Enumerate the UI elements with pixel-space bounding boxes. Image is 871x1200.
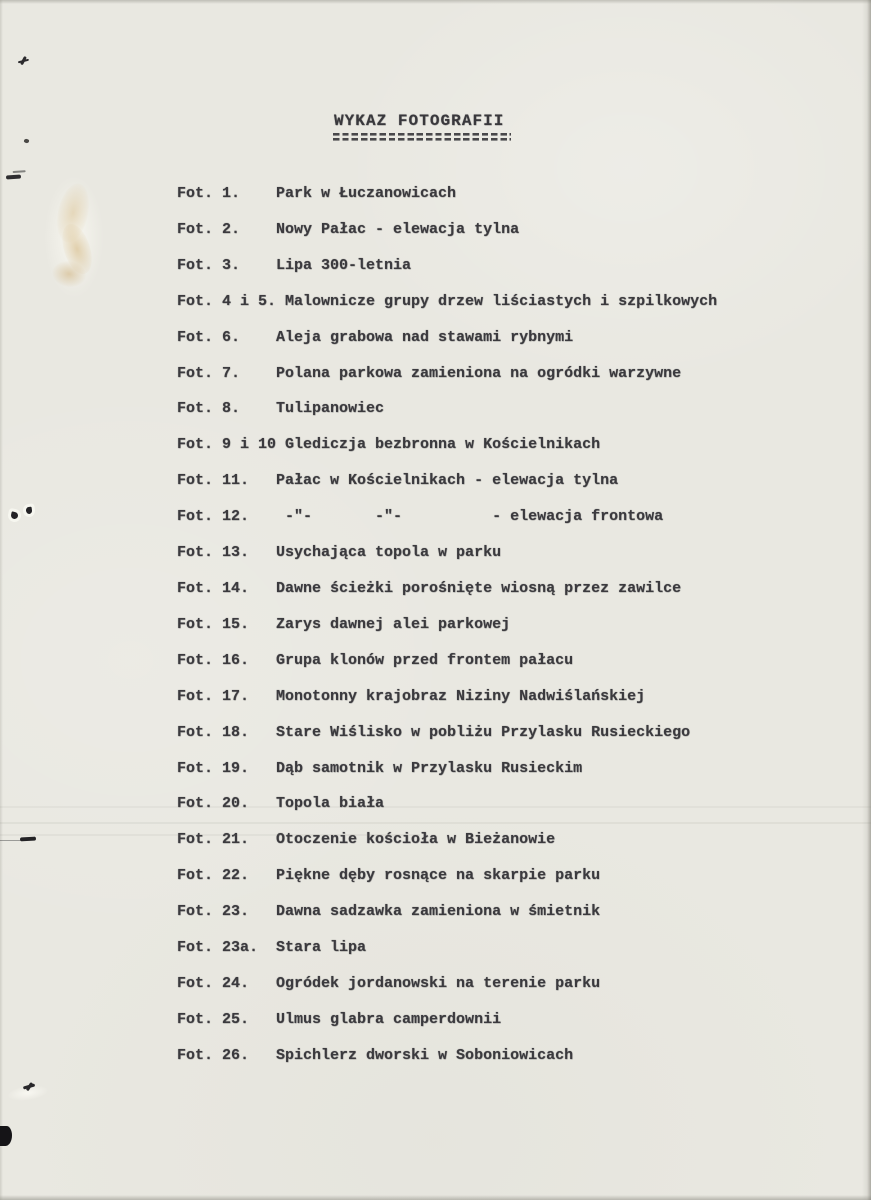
photo-entry-title: Ogródek jordanowski na terenie parku: [276, 974, 601, 992]
photo-entry: [177, 607, 717, 643]
photo-entry-title: Monotonny krajobraz Niziny Nadwiślańskiej: [276, 687, 646, 705]
photo-entry: [177, 822, 717, 858]
photo-entry-title: Dawna sadzawka zamieniona w śmietnik: [276, 903, 601, 921]
photo-entry-label: Fot. 26.: [177, 1046, 277, 1064]
photo-entry: [177, 751, 717, 787]
photo-entry: [177, 320, 717, 356]
photo-entry-label: Fot. 6.: [177, 328, 277, 346]
photo-entry-title: Nowy Pałac - elewacja tylna: [276, 220, 520, 238]
photo-entry-label: Fot. 4 i 5.: [177, 292, 286, 310]
photo-entry-title: Tulipanowiec: [276, 400, 385, 418]
photo-entry: [177, 284, 717, 320]
photo-entry-label: Fot. 11.: [177, 472, 277, 490]
ink-speck: [18, 56, 29, 66]
photo-entry-label: Fot. 20.: [177, 795, 277, 813]
photo-entry: [177, 679, 717, 715]
photo-entry: [177, 571, 717, 607]
photo-entry-title: Stara lipa: [276, 939, 367, 957]
photo-entry-label: Fot. 3.: [177, 256, 277, 274]
photo-entry: [177, 427, 717, 463]
photo-entry-label: Fot. 12.: [177, 508, 277, 526]
photo-entry-title: Park w Łuczanowicach: [276, 185, 457, 202]
photo-entry-title: Piękne dęby rosnące na skarpie parku: [276, 867, 601, 885]
photo-entry-label: Fot. 13.: [177, 544, 277, 562]
photo-entry-label: Fot. 25.: [177, 1010, 277, 1028]
photo-entry: [177, 1038, 717, 1074]
ink-speck: [23, 138, 29, 143]
photo-entry-label: Fot. 21.: [177, 831, 277, 849]
photo-entry-label: Fot. 8.: [177, 400, 277, 418]
photo-entry: [177, 786, 717, 822]
photo-entry: [177, 176, 717, 212]
ink-dash-mark: [20, 837, 36, 842]
ink-speck: [26, 507, 33, 515]
photo-entry: [177, 499, 717, 535]
photo-entry-title: Topola biała: [276, 795, 385, 813]
photo-entry-label: Fot. 14.: [177, 579, 277, 597]
photo-entry-label: Fot. 19.: [177, 759, 277, 777]
photo-entry: [177, 930, 717, 966]
photo-entry-label: Fot. 7.: [177, 364, 277, 382]
photo-entry-label: Fot. 24.: [177, 974, 277, 992]
scratch-mark: [0, 840, 22, 841]
photo-entry-title: Ulmus glabra camperdownii: [276, 1010, 502, 1028]
photo-entry: [177, 858, 717, 894]
photo-entry-label: Fot. 2.: [177, 220, 277, 238]
photo-entry-label: Fot. 1.: [177, 185, 277, 202]
photo-entry: [177, 356, 717, 392]
photo-entry-title: Grupa klonów przed frontem pałacu: [276, 651, 574, 669]
photo-entry-title: Polana parkowa zamieniona na ogródki warzywne: [276, 364, 682, 382]
title-underline: [333, 133, 511, 142]
photo-entry-label: Fot. 15.: [177, 615, 277, 633]
photo-entry: [177, 463, 717, 499]
photo-entry: [177, 391, 717, 427]
photo-entry: [177, 212, 717, 248]
photo-entry: [177, 894, 717, 930]
photo-entry-title: Zarys dawnej alei parkowej: [276, 615, 511, 633]
photo-entry-label: Fot. 9 i 10: [177, 436, 286, 454]
photo-list: [177, 176, 717, 1074]
edge-ink-blob: [0, 1126, 12, 1146]
photo-entry-title: Dąb samotnik w Przylasku Rusieckim: [276, 759, 583, 777]
photo-entry-title: Otoczenie kościoła w Bieżanowie: [276, 831, 556, 849]
photo-entry-title: Spichlerz dworski w Soboniowicach: [276, 1046, 574, 1064]
photo-entry: [177, 535, 717, 571]
photo-entry: [177, 643, 717, 679]
photo-entry: [177, 1002, 717, 1038]
photo-entry: [177, 248, 717, 284]
photo-entry-title: Aleja grabowa nad stawami rybnymi: [276, 328, 574, 346]
photo-entry-label: Fot. 22.: [177, 867, 277, 885]
photo-entry-title: Malownicze grupy drzew liściastych i szpilkowych: [285, 292, 718, 310]
photo-entry-title: Pałac w Kościelnikach - elewacja tylna: [276, 472, 619, 490]
photo-entry-label: Fot. 16.: [177, 651, 277, 669]
photo-entry-title: Glediczja bezbronna w Kościelnikach: [285, 436, 601, 454]
photo-entry-title: Dawne ścieżki porośnięte wiosną przez zawilce: [276, 579, 682, 597]
photo-entry-title: Usychająca topola w parku: [276, 544, 502, 562]
photo-entry-label: Fot. 17.: [177, 687, 277, 705]
photo-entry: [177, 966, 717, 1002]
ink-dash-mark: [6, 174, 21, 179]
ink-speck: [23, 1081, 35, 1092]
paper-abrasion: [7, 1083, 49, 1102]
photo-entry-title: Lipa 300-letnia: [276, 256, 412, 274]
photo-entry: [177, 715, 717, 751]
glue-stain: [50, 183, 100, 293]
photo-entry-title: Stare Wiślisko w pobliżu Przylasku Rusieckiego: [276, 723, 691, 741]
photo-entry-label: Fot. 23a.: [177, 939, 277, 957]
photo-entry-title: -"- -"- - elewacja frontowa: [276, 508, 664, 526]
photo-entry-label: Fot. 23.: [177, 903, 277, 921]
page-title: WYKAZ FOTOGRAFII: [334, 112, 505, 130]
photo-entry-label: Fot. 18.: [177, 723, 277, 741]
ink-speck: [10, 511, 18, 519]
